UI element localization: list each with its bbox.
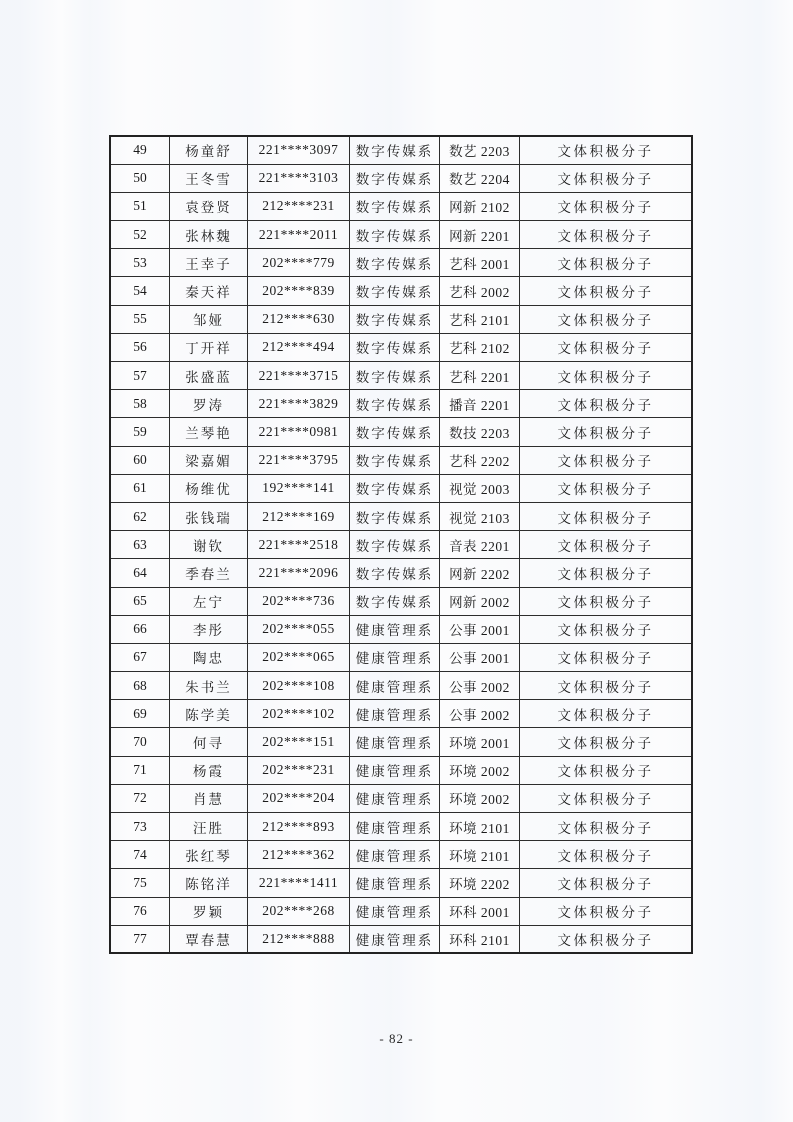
cell-department: 健康管理系 <box>350 615 440 643</box>
cell-name: 杨维优 <box>170 474 248 502</box>
table-row <box>110 249 692 277</box>
cell-name: 罗颖 <box>170 897 248 925</box>
cell-student-id: 212****362 <box>248 841 350 869</box>
cell-name: 覃春慧 <box>170 925 248 953</box>
cell-department: 数字传媒系 <box>350 559 440 587</box>
cell-student-id: 202****736 <box>248 587 350 615</box>
cell-name: 罗涛 <box>170 390 248 418</box>
cell-category: 文体积极分子 <box>520 672 693 700</box>
cell-department: 数字传媒系 <box>350 390 440 418</box>
table-row <box>110 559 692 587</box>
cell-department: 健康管理系 <box>350 672 440 700</box>
cell-class: 艺科 2202 <box>440 446 520 474</box>
cell-category: 文体积极分子 <box>520 418 693 446</box>
roster-table-body <box>110 136 692 953</box>
cell-student-id: 221****2011 <box>248 221 350 249</box>
cell-row-number: 55 <box>110 305 170 333</box>
cell-name: 肖慧 <box>170 784 248 812</box>
cell-row-number: 53 <box>110 249 170 277</box>
cell-student-id: 202****839 <box>248 277 350 305</box>
cell-department: 健康管理系 <box>350 869 440 897</box>
cell-category: 文体积极分子 <box>520 136 693 164</box>
cell-student-id: 212****893 <box>248 813 350 841</box>
cell-department: 健康管理系 <box>350 813 440 841</box>
cell-department: 数字传媒系 <box>350 221 440 249</box>
cell-name: 谢钦 <box>170 531 248 559</box>
cell-category: 文体积极分子 <box>520 813 693 841</box>
cell-student-id: 221****2096 <box>248 559 350 587</box>
cell-row-number: 58 <box>110 390 170 418</box>
cell-student-id: 202****151 <box>248 728 350 756</box>
cell-class: 环境 2002 <box>440 756 520 784</box>
cell-class: 环科 2001 <box>440 897 520 925</box>
cell-name: 陈学美 <box>170 700 248 728</box>
cell-row-number: 68 <box>110 672 170 700</box>
cell-row-number: 67 <box>110 643 170 671</box>
cell-category: 文体积极分子 <box>520 559 693 587</box>
table-row <box>110 164 692 192</box>
cell-row-number: 74 <box>110 841 170 869</box>
cell-name: 朱书兰 <box>170 672 248 700</box>
table-row <box>110 869 692 897</box>
cell-department: 健康管理系 <box>350 841 440 869</box>
cell-student-id: 221****3097 <box>248 136 350 164</box>
table-row <box>110 531 692 559</box>
cell-class: 环境 2101 <box>440 813 520 841</box>
table-row <box>110 221 692 249</box>
cell-class: 网新 2202 <box>440 559 520 587</box>
cell-department: 健康管理系 <box>350 756 440 784</box>
cell-class: 环科 2101 <box>440 925 520 953</box>
cell-class: 环境 2001 <box>440 728 520 756</box>
cell-category: 文体积极分子 <box>520 164 693 192</box>
cell-class: 环境 2002 <box>440 784 520 812</box>
cell-department: 数字传媒系 <box>350 277 440 305</box>
cell-category: 文体积极分子 <box>520 305 693 333</box>
cell-student-id: 221****3715 <box>248 362 350 390</box>
cell-department: 数字传媒系 <box>350 249 440 277</box>
cell-student-id: 202****102 <box>248 700 350 728</box>
cell-department: 数字传媒系 <box>350 136 440 164</box>
cell-student-id: 212****231 <box>248 192 350 220</box>
cell-row-number: 57 <box>110 362 170 390</box>
cell-department: 数字传媒系 <box>350 502 440 530</box>
cell-name: 邹娅 <box>170 305 248 333</box>
cell-name: 王冬雪 <box>170 164 248 192</box>
cell-category: 文体积极分子 <box>520 502 693 530</box>
cell-category: 文体积极分子 <box>520 784 693 812</box>
cell-department: 数字传媒系 <box>350 446 440 474</box>
table-row <box>110 615 692 643</box>
table-row <box>110 474 692 502</box>
cell-student-id: 221****3829 <box>248 390 350 418</box>
cell-row-number: 61 <box>110 474 170 502</box>
cell-name: 陈铭洋 <box>170 869 248 897</box>
table-row <box>110 333 692 361</box>
cell-name: 季春兰 <box>170 559 248 587</box>
cell-department: 数字传媒系 <box>350 192 440 220</box>
cell-category: 文体积极分子 <box>520 474 693 502</box>
table-row <box>110 136 692 164</box>
table-row <box>110 756 692 784</box>
cell-category: 文体积极分子 <box>520 221 693 249</box>
cell-student-id: 221****2518 <box>248 531 350 559</box>
table-row <box>110 305 692 333</box>
table-row <box>110 446 692 474</box>
cell-student-id: 202****108 <box>248 672 350 700</box>
cell-category: 文体积极分子 <box>520 841 693 869</box>
cell-student-id: 212****888 <box>248 925 350 953</box>
table-row <box>110 277 692 305</box>
cell-row-number: 71 <box>110 756 170 784</box>
cell-department: 数字传媒系 <box>350 362 440 390</box>
cell-class: 公事 2002 <box>440 672 520 700</box>
table-row <box>110 502 692 530</box>
table-row <box>110 700 692 728</box>
table-row <box>110 728 692 756</box>
cell-class: 艺科 2001 <box>440 249 520 277</box>
cell-student-id: 212****630 <box>248 305 350 333</box>
cell-name: 何寻 <box>170 728 248 756</box>
cell-student-id: 212****494 <box>248 333 350 361</box>
cell-category: 文体积极分子 <box>520 249 693 277</box>
cell-category: 文体积极分子 <box>520 362 693 390</box>
cell-class: 数技 2203 <box>440 418 520 446</box>
cell-row-number: 65 <box>110 587 170 615</box>
cell-class: 公事 2002 <box>440 700 520 728</box>
table-row <box>110 362 692 390</box>
cell-row-number: 59 <box>110 418 170 446</box>
table-row <box>110 841 692 869</box>
cell-class: 艺科 2101 <box>440 305 520 333</box>
cell-row-number: 51 <box>110 192 170 220</box>
cell-category: 文体积极分子 <box>520 615 693 643</box>
cell-name: 杨童舒 <box>170 136 248 164</box>
cell-department: 健康管理系 <box>350 784 440 812</box>
cell-name: 陶忠 <box>170 643 248 671</box>
cell-category: 文体积极分子 <box>520 333 693 361</box>
cell-class: 艺科 2201 <box>440 362 520 390</box>
cell-student-id: 202****268 <box>248 897 350 925</box>
cell-student-id: 202****065 <box>248 643 350 671</box>
table-row <box>110 784 692 812</box>
cell-category: 文体积极分子 <box>520 587 693 615</box>
cell-class: 环境 2101 <box>440 841 520 869</box>
cell-department: 健康管理系 <box>350 897 440 925</box>
cell-department: 健康管理系 <box>350 925 440 953</box>
cell-class: 视觉 2103 <box>440 502 520 530</box>
cell-student-id: 221****0981 <box>248 418 350 446</box>
cell-row-number: 60 <box>110 446 170 474</box>
cell-department: 数字传媒系 <box>350 305 440 333</box>
cell-class: 音表 2201 <box>440 531 520 559</box>
cell-department: 数字传媒系 <box>350 531 440 559</box>
cell-class: 播音 2201 <box>440 390 520 418</box>
cell-row-number: 50 <box>110 164 170 192</box>
cell-department: 数字传媒系 <box>350 474 440 502</box>
cell-row-number: 75 <box>110 869 170 897</box>
cell-class: 网新 2002 <box>440 587 520 615</box>
cell-category: 文体积极分子 <box>520 446 693 474</box>
cell-class: 网新 2201 <box>440 221 520 249</box>
cell-category: 文体积极分子 <box>520 643 693 671</box>
cell-category: 文体积极分子 <box>520 869 693 897</box>
cell-student-id: 221****1411 <box>248 869 350 897</box>
cell-row-number: 64 <box>110 559 170 587</box>
cell-row-number: 63 <box>110 531 170 559</box>
table-row <box>110 192 692 220</box>
cell-name: 张林魏 <box>170 221 248 249</box>
cell-row-number: 76 <box>110 897 170 925</box>
cell-department: 健康管理系 <box>350 700 440 728</box>
roster-table <box>109 135 693 954</box>
cell-name: 王幸子 <box>170 249 248 277</box>
cell-student-id: 202****204 <box>248 784 350 812</box>
cell-class: 数艺 2204 <box>440 164 520 192</box>
cell-name: 左宁 <box>170 587 248 615</box>
cell-row-number: 70 <box>110 728 170 756</box>
cell-row-number: 49 <box>110 136 170 164</box>
cell-class: 数艺 2203 <box>440 136 520 164</box>
cell-row-number: 52 <box>110 221 170 249</box>
cell-category: 文体积极分子 <box>520 531 693 559</box>
cell-row-number: 77 <box>110 925 170 953</box>
table-row <box>110 418 692 446</box>
cell-name: 汪胜 <box>170 813 248 841</box>
cell-category: 文体积极分子 <box>520 277 693 305</box>
table-row <box>110 643 692 671</box>
cell-name: 张红琴 <box>170 841 248 869</box>
table-row <box>110 390 692 418</box>
cell-student-id: 192****141 <box>248 474 350 502</box>
cell-student-id: 202****779 <box>248 249 350 277</box>
cell-student-id: 202****055 <box>248 615 350 643</box>
table-row <box>110 897 692 925</box>
cell-student-id: 212****169 <box>248 502 350 530</box>
cell-row-number: 62 <box>110 502 170 530</box>
cell-class: 环境 2202 <box>440 869 520 897</box>
cell-name: 梁嘉媚 <box>170 446 248 474</box>
cell-student-id: 221****3103 <box>248 164 350 192</box>
cell-class: 公事 2001 <box>440 615 520 643</box>
cell-department: 数字传媒系 <box>350 587 440 615</box>
cell-row-number: 69 <box>110 700 170 728</box>
cell-class: 视觉 2003 <box>440 474 520 502</box>
table-row <box>110 813 692 841</box>
cell-class: 网新 2102 <box>440 192 520 220</box>
table-row <box>110 672 692 700</box>
cell-category: 文体积极分子 <box>520 925 693 953</box>
cell-name: 张钱瑞 <box>170 502 248 530</box>
cell-name: 李彤 <box>170 615 248 643</box>
cell-category: 文体积极分子 <box>520 390 693 418</box>
cell-department: 数字传媒系 <box>350 418 440 446</box>
cell-category: 文体积极分子 <box>520 756 693 784</box>
cell-department: 数字传媒系 <box>350 333 440 361</box>
cell-class: 艺科 2002 <box>440 277 520 305</box>
table-row <box>110 587 692 615</box>
cell-name: 张盛蓝 <box>170 362 248 390</box>
cell-name: 杨霞 <box>170 756 248 784</box>
cell-class: 艺科 2102 <box>440 333 520 361</box>
cell-name: 袁登贤 <box>170 192 248 220</box>
cell-class: 公事 2001 <box>440 643 520 671</box>
cell-category: 文体积极分子 <box>520 700 693 728</box>
cell-name: 丁开祥 <box>170 333 248 361</box>
cell-department: 健康管理系 <box>350 728 440 756</box>
cell-row-number: 73 <box>110 813 170 841</box>
cell-row-number: 72 <box>110 784 170 812</box>
cell-student-id: 202****231 <box>248 756 350 784</box>
cell-student-id: 221****3795 <box>248 446 350 474</box>
table-row <box>110 925 692 953</box>
cell-department: 数字传媒系 <box>350 164 440 192</box>
cell-row-number: 56 <box>110 333 170 361</box>
cell-department: 健康管理系 <box>350 643 440 671</box>
cell-name: 秦天祥 <box>170 277 248 305</box>
page-number: - 82 - <box>379 1031 414 1046</box>
cell-row-number: 54 <box>110 277 170 305</box>
cell-category: 文体积极分子 <box>520 728 693 756</box>
cell-category: 文体积极分子 <box>520 897 693 925</box>
cell-category: 文体积极分子 <box>520 192 693 220</box>
cell-name: 兰琴艳 <box>170 418 248 446</box>
cell-row-number: 66 <box>110 615 170 643</box>
